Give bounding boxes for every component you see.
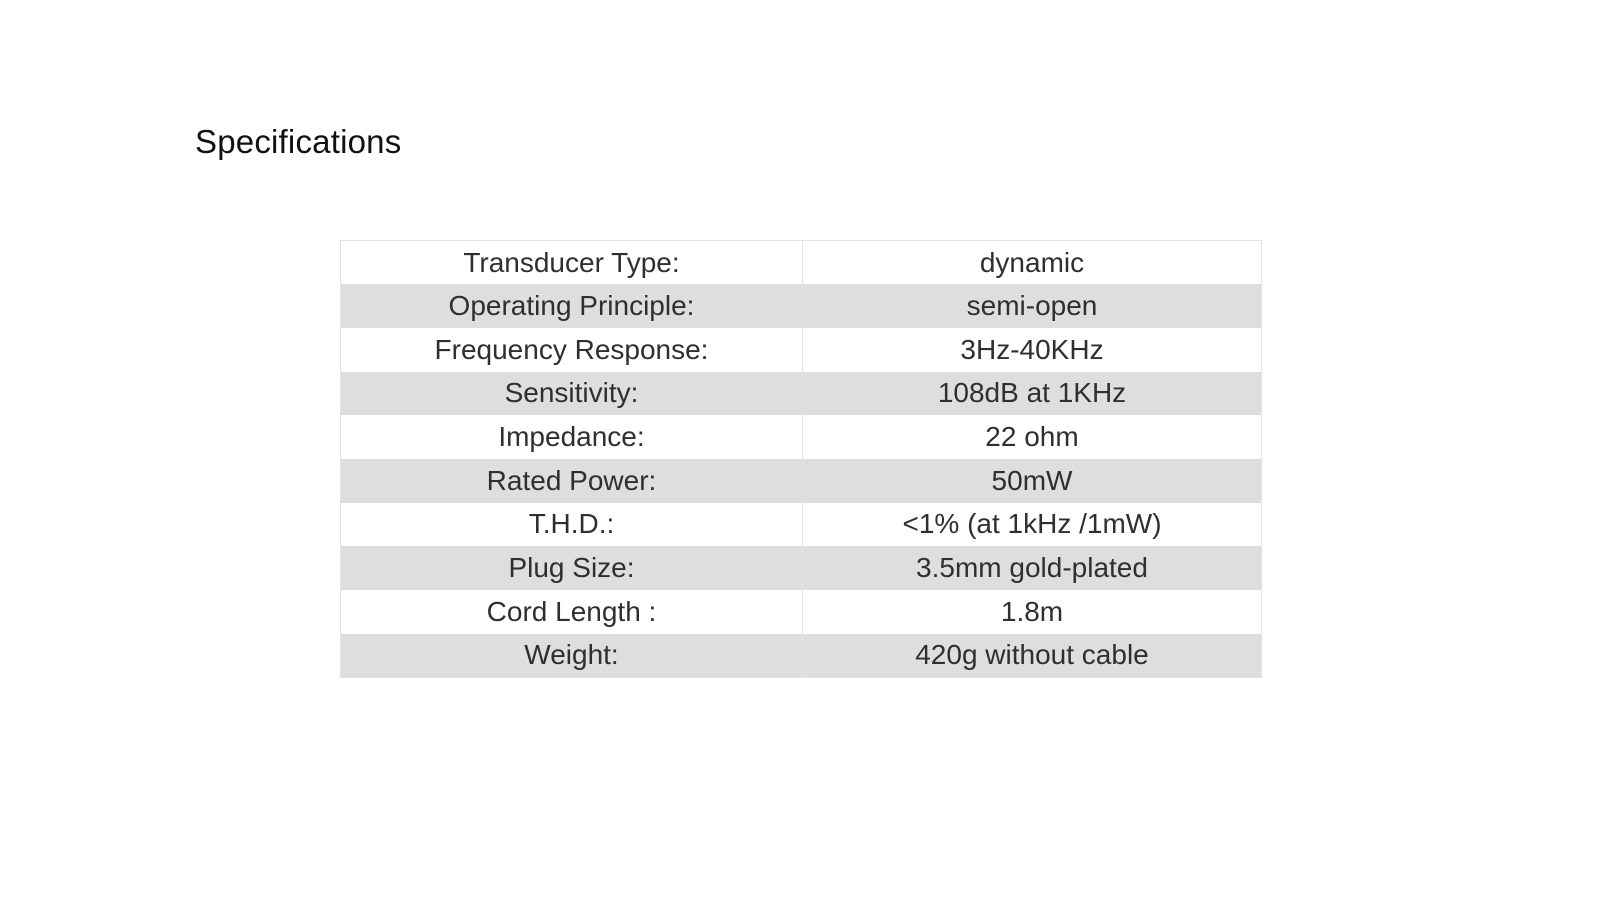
table-row xyxy=(341,546,1262,590)
spec-label-cord-length: Cord Length : xyxy=(341,590,803,634)
table-row xyxy=(341,415,1262,459)
table-row xyxy=(341,590,1262,634)
specifications-table-body xyxy=(341,241,1262,678)
spec-label-operating-principle: Operating Principle: xyxy=(341,284,803,328)
spec-value-plug-size: 3.5mm gold-plated xyxy=(916,552,1148,584)
spec-label-impedance: Impedance: xyxy=(341,415,803,459)
spec-label-thd: T.H.D.: xyxy=(341,503,803,547)
spec-label-plug-size: Plug Size: xyxy=(341,546,803,590)
spec-value-frequency-response: 3Hz-40KHz xyxy=(960,333,1104,365)
spec-label-sensitivity: Sensitivity: xyxy=(341,372,803,416)
spec-value-transducer-type: dynamic xyxy=(979,246,1085,278)
spec-value-operating-principle: semi-open xyxy=(966,290,1098,322)
spec-label-weight: Weight: xyxy=(341,634,803,678)
table-row xyxy=(341,503,1262,547)
table-row xyxy=(341,284,1262,328)
table-row xyxy=(341,372,1262,416)
spec-label-frequency-response: Frequency Response: xyxy=(341,328,803,372)
spec-value-sensitivity: 108dB at 1KHz xyxy=(937,377,1127,409)
spec-value-impedance: 22 ohm xyxy=(985,421,1079,453)
table-row xyxy=(341,634,1262,678)
specifications-table xyxy=(340,240,1262,678)
table-row xyxy=(341,328,1262,372)
table-row xyxy=(341,241,1262,285)
spec-label-transducer-type: Transducer Type: xyxy=(341,241,803,285)
page-title: Specifications xyxy=(195,123,402,160)
table-row xyxy=(341,459,1262,503)
spec-value-rated-power: 50mW xyxy=(991,464,1073,496)
spec-value-weight: 420g without cable xyxy=(915,639,1149,671)
spec-label-rated-power: Rated Power: xyxy=(341,459,803,503)
spec-value-thd: <1% (at 1kHz /1mW) xyxy=(902,508,1162,540)
spec-value-cord-length: 1.8m xyxy=(1000,595,1064,627)
